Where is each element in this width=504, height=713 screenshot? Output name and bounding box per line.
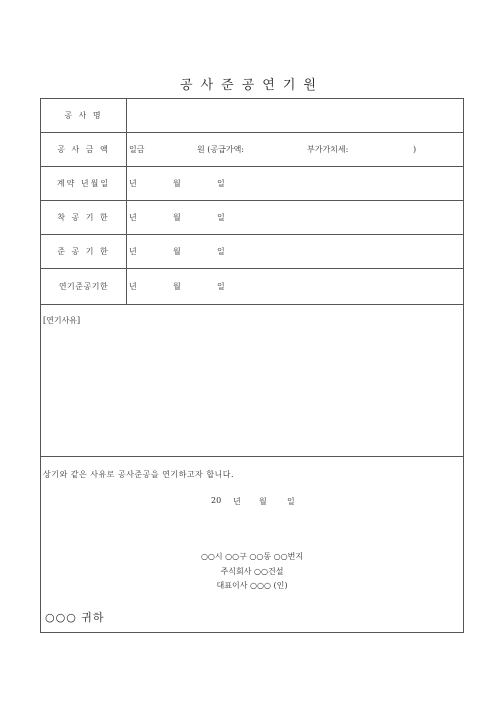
request-statement: 상기와 같은 사유로 공사준공을 연기하고자 합니다. [43,470,235,479]
project-name-value[interactable] [127,99,463,132]
contract-amount-label: 공 사 금 액 [41,133,127,166]
year-unit: 년 [129,179,137,188]
start-date-label: 착 공 기 한 [41,201,127,234]
contract-amount-row [41,133,463,167]
delay-reason-area[interactable] [41,305,463,457]
extended-date-label: 연기준공기한 [41,269,127,304]
completion-date-row [41,235,463,269]
month-unit: 월 [173,282,181,291]
year-unit: 년 [129,282,137,291]
start-date-row [41,201,463,235]
month-unit: 월 [259,497,267,506]
month-unit: 월 [173,179,181,188]
contract-amount-value[interactable] [127,133,463,166]
day-unit: 일 [217,179,225,188]
day-unit: 일 [217,213,225,222]
month-unit: 월 [173,213,181,222]
year-unit: 년 [233,497,241,506]
applicant-company: 주식회사 ○○건설 [220,567,284,576]
year-prefix: 20 [211,496,222,505]
start-date-value[interactable] [127,201,463,234]
recipient: ○○○ 귀하 [45,611,105,624]
day-unit: 일 [217,282,225,291]
year-unit: 년 [129,247,137,256]
extended-date-value[interactable] [127,269,463,304]
completion-date-label: 준 공 기 한 [41,235,127,268]
applicant-representative: 대표이사 ○○○ (인) [216,581,288,590]
project-name-row [41,99,463,133]
project-name-label: 공 사 명 [41,99,127,132]
month-unit: 월 [173,247,181,256]
completion-date-value[interactable] [127,235,463,268]
supply-price-label: 원 (공급가액: [197,145,244,154]
contract-date-label: 계약 년월일 [41,167,127,200]
delay-reason-label: [연기사유] [43,316,81,325]
year-unit: 년 [129,213,137,222]
amount-prefix: 일금 [129,145,145,154]
day-unit: 일 [287,497,295,506]
document-title: 공사준공연기원 [180,78,324,93]
day-unit: 일 [217,247,225,256]
extended-date-row [41,269,463,305]
contract-date-row [41,167,463,201]
amount-close-paren: ) [413,145,417,154]
vat-label: 부가가치세: [307,145,349,154]
contract-date-value[interactable] [127,167,463,200]
application-form [40,98,464,633]
applicant-address: ○○시 ○○구 ○○동 ○○번지 [200,552,304,561]
